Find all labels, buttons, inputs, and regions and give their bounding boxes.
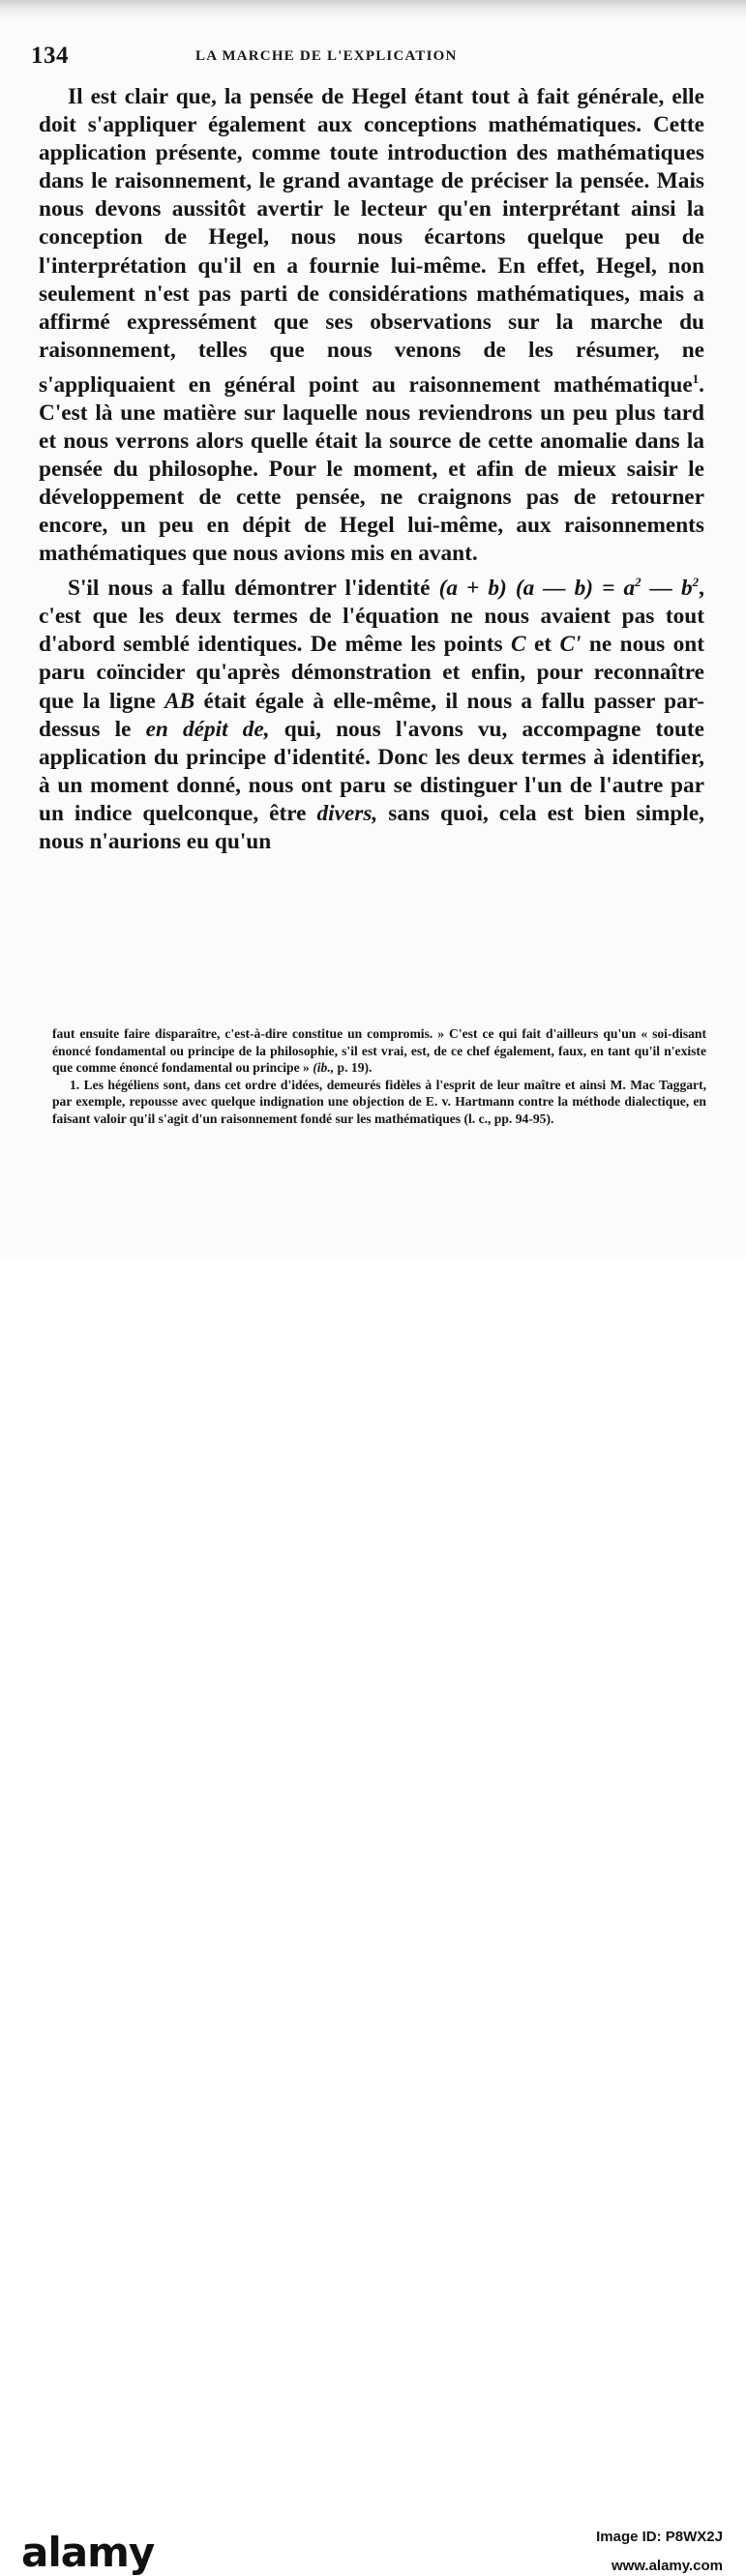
- watermark-url: www.alamy.com: [611, 2558, 723, 2574]
- identity-formula: (a + b) (a — b): [438, 576, 594, 602]
- image-id: Image ID: P8WX2J: [596, 2529, 723, 2545]
- footnotes: [52, 1025, 706, 1128]
- footnote-1: 1. Les hégéliens sont, dans cet ordre d'idées, demeurés fidèles à l'esprit de leur maître et ainsi M. Mac Taggart, par exemple, repousse avec quelque indignation une objection de E. v. Hartmann contre la méthode dialectique, en faisant valoir qu'il s'agit d'un raisonnement fondé sur les mathématiques (l. c., pp. 94-95).: [52, 1077, 706, 1126]
- body-text: [39, 83, 704, 856]
- identity-formula-rhs: = $a^2$ — $b^2$: [602, 575, 700, 602]
- alamy-logo: alamy: [21, 2529, 155, 2576]
- page-number: 134: [31, 43, 69, 69]
- emphasis-divers: divers,: [316, 800, 378, 826]
- running-title: LA MARCHE DE L'EXPLICATION: [195, 48, 458, 64]
- emphasis-en-depit-de: en dépit de,: [145, 716, 270, 742]
- paragraph: Il est clair que, la pensée de Hegel étant tout à fait générale, elle doit s'appliquer également aux conceptions mathématiques. Cette application présente, comme toute introduction des mathématiques dans le raisonnement, le grand avantage de préciser la pensée. Mais nous devons aussitôt avertir le lecteur qu'en interprétant ainsi la conception de Hegel, nous nous écartons quelque peu de l'interprétation qu'il en a fournie lui-même. En effet, Hegel, non seulement n'est pas parti de considérations mathématiques, mais a affirmé expressément que ses observations sur la marche du raisonnement, telles que nous venons de les résumer, ne s'appliquaient en général point au raisonnement mathématique$^1$. C'est là une matière sur laquelle nous reviendrons un peu plus tard et nous verrons alors quelle était la source de cette anomalie dans la pensée du philosophe. Pour le moment, et afin de mieux saisir le développement de cette pensée, ne craignons pas de retourner encore, un peu en dépit de Hegel lui-même, aux raisonnements mathématiques que nous avions mis en avant.: [39, 84, 704, 567]
- page-header: [31, 43, 708, 72]
- paragraph: S'il nous a fallu démontrer l'identité (a + b) (a — $b) = a^2$ — $b^2$, c'est que les deux termes de l'équation ne nous avaient pas tout d'abord semblé identiques. De même les points C et C' ne nous ont paru coïncider qu'après démonstration et enfin, pour reconnaître que la ligne AB était égale à elle-même, il nous a fallu passer par-dessus le en dépit de, qui, nous l'avons vu, accompagne toute application du principe d'identité. Donc les deux termes à identifier, à un moment donné, nous ont paru se distinguer l'un de l'autre par un indice quelconque, être divers, sans quoi, cela est bien simple, nous n'aurions eu qu'un: [39, 575, 705, 854]
- scanned-page: [0, 0, 746, 1258]
- watermark-band: [0, 1258, 746, 2576]
- point-c-prime: C': [559, 632, 582, 658]
- line-ab: AB: [164, 688, 195, 714]
- point-c: C: [510, 632, 526, 658]
- footnote-reference: 1: [692, 370, 700, 386]
- footnote-carryover: faut ensuite faire disparaître, c'est-à-dire constitue un compromis. » C'est ce qui fait d'ailleurs qu'un « soi-disant énoncé fondamental ou principe de la philosophie, s'il est vrai, est, de ce chef également, faux, en tant qu'il n'existe que comme énoncé fondamental ou principe » (ib., p. 19).: [52, 1026, 706, 1076]
